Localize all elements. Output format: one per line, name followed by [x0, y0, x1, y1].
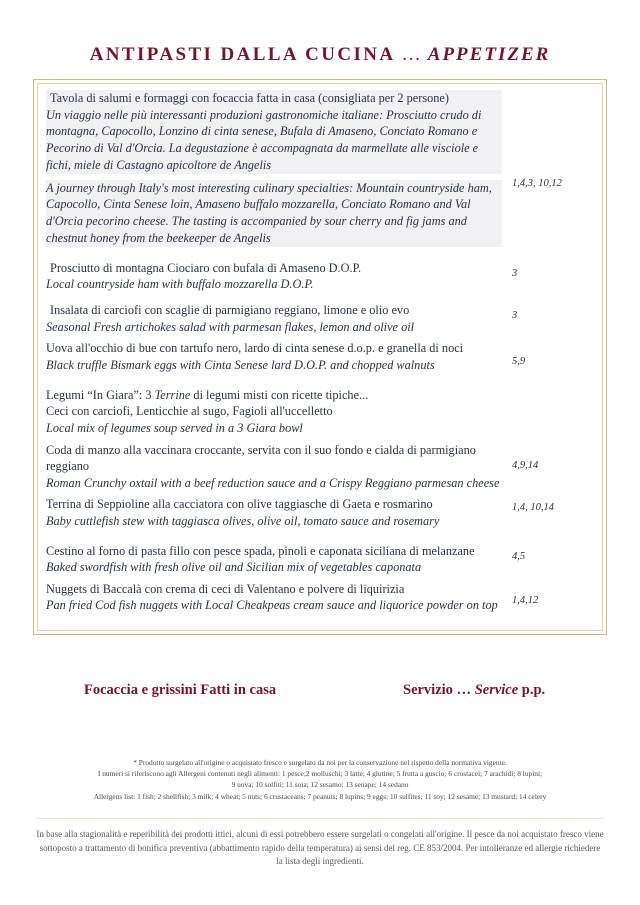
menu-item	[46, 90, 592, 247]
service-per-person: p.p.	[521, 682, 546, 698]
menu-item-allergens: 1,4, 10,14	[512, 502, 554, 514]
spacer	[46, 247, 592, 260]
legumi-prefix: Legumi “In Giara”: 3	[46, 387, 155, 402]
menu-item	[46, 260, 592, 293]
page-title-english: APPETIZER	[427, 44, 551, 65]
menu-item-allergens: 1,4,12	[512, 594, 539, 606]
allergen-numbers-it-2: 9 uova; 10 solfiti; 11 soia; 12 sesamo; 13 senape; 14 sedano	[231, 780, 409, 790]
page-title-separator: …	[401, 44, 421, 65]
menu-item	[46, 302, 592, 335]
service-separator: …	[456, 682, 472, 698]
menu-item	[46, 340, 592, 373]
menu-item	[46, 496, 592, 529]
menu-item-name-it: Tavola di salumi e formaggi con focaccia fatta in casa (consigliata per 2 persone)	[46, 90, 502, 107]
menu-item-desc-en: Local mix of legumes soup served in a 3 Giara bowl	[46, 420, 303, 435]
menu-item-desc-en: Roman Crunchy oxtail with a beef reduction sauce and a Crispy Reggiano parmesan cheese	[46, 475, 500, 490]
menu-item-allergens: 3	[512, 267, 518, 279]
menu-item-name-it: Prosciutto di montagna Ciociaro con bufala di Amaseno D.O.P.	[50, 260, 362, 275]
allergen-numbers-it-1: I numeri si riferiscono agli Allergeni contenuti negli alimenti: 1 pesce;2 molluschi; 3 latte; 4 glutine; 5 frutta a guscio; 6 crostacei; 7 arachidi; 8 lupini;	[97, 769, 543, 779]
menu-box	[33, 79, 607, 635]
spacer	[46, 293, 592, 302]
menu-item-allergens: 3	[512, 310, 518, 322]
menu-item-name-it: Insalata di carciofi con scaglie di parmigiano reggiano, limone e olio evo	[50, 303, 410, 318]
spacer	[46, 374, 592, 387]
menu-item-name-it: Coda di manzo alla vaccinara croccante, servita con il suo fondo e cialda di parmigiano reggiano	[46, 442, 476, 474]
menu-item-name-it: Cestino al forno di pasta fillo con pesce spada, pinoli e caponata siciliana di melanzane	[46, 543, 475, 558]
focaccia-label: Focaccia e grissini Fatti in casa	[84, 682, 277, 698]
menu-item-name-it-second: Ceci con carciofi, Lenticchie al sugo, Fagioli all'uccelletto	[46, 404, 333, 419]
legumi-emphasis: Terrine	[154, 387, 191, 402]
spacer	[46, 530, 592, 543]
menu-item-name-it	[46, 387, 502, 404]
service-label	[403, 682, 545, 699]
menu-item-desc-en: Seasonal Fresh artichokes salad with parmesan flakes, lemon and olive oil	[46, 319, 415, 334]
allergen-legend	[20, 757, 620, 802]
menu-item-desc-it: Un viaggio nelle più interessanti produzioni gastronomiche italiane: Prosciutto crudo di montagna, Capocollo, Lonzino di cinta senese, Bufala di Amaseno, Conciato Romano e Pecorino di Val d'Orcia. La degustazione è accompagnata da marmellate alle visciole e fichi, miele di Castagno apicoltore de Angelis	[46, 107, 502, 174]
menu-item-allergens: 4,9,14	[512, 459, 539, 471]
menu-item-desc-en: Black truffle Bismark eggs with Cinta Senese lard D.O.P. and chopped walnuts	[46, 357, 435, 372]
menu-item-desc-en: Local countryside ham with buffalo mozzarella D.O.P.	[46, 277, 314, 292]
menu-item-allergens: 4,5	[512, 550, 526, 562]
menu-item-desc-en: Pan fried Cod fish nuggets with Local Cheakpeas cream sauce and liquorice powder on top	[46, 598, 498, 613]
frozen-products-note: * Prodotto surgelato all'origine o acquistato fresco e surgelato da noi per la conservazione nel rispetto della normativa vigente.	[133, 758, 507, 767]
menu-item-allergens: 5,9	[512, 356, 526, 368]
menu-item-name-it: Terrina di Seppioline alla cacciatora con olive taggiasche di Gaeta e rosmarino	[46, 497, 433, 512]
page-title	[0, 0, 640, 66]
menu-item-desc-en: Baked swordfish with fresh olive oil and Sicilian mix of vegetables caponata	[46, 560, 422, 575]
service-label-en: Service	[474, 682, 519, 698]
legumi-suffix: di legumi misti con ricette tipiche...	[190, 387, 369, 402]
page-title-italian: ANTIPASTI DALLA CUCINA	[89, 44, 395, 65]
menu-item	[46, 387, 592, 437]
menu-box-inner	[37, 83, 603, 631]
menu-item	[46, 442, 592, 492]
menu-item-name-it: Uova all'occhio di bue con tartufo nero, lardo di cinta senese d.o.p. e granella di noci	[46, 341, 464, 356]
menu-item-desc-en: Baby cuttlefish stew with taggiasca olives, olive oil, tomato sauce and rosemary	[46, 513, 440, 528]
seasonality-disclaimer: In base alla stagionalità e reperibilità dei prodotti ittici, alcuni di essi potrebbero essere surgelati o congelati all'origine. Il pesce da noi acquistato fresco viene sottoposto a trattamento di bonifica preventiva (abbattimento rapido della temperatura) ai sensi del reg. CE 853/2004. Per intolleranze ed allergie richiedere la lista degli ingredienti.	[36, 829, 604, 866]
menu-item-desc-en: A journey through Italy's most interesting culinary specialties: Mountain countryside ham, Capocollo, Cinta Senese loin, Amaseno buffalo mozzarella, Conciato Romano and Val d'Orcia pecorino cheese. The tasting is accompanied by sour cherry and fig jams and chestnut honey from the beekeeper de Angelis	[46, 180, 502, 247]
allergen-numbers-en: Allergens list: 1 fish; 2 shellfish; 3 milk; 4 wheat; 5 nuts; 6 crustaceans; 7 peanuts; 8 lupins; 9 eggs; 10 sulfites; 11 soy; 12 sesame; 13 mustard; 14 celery	[93, 791, 547, 801]
menu-item	[46, 581, 592, 614]
service-label-it: Servizio	[403, 682, 453, 698]
footer-divider	[36, 818, 604, 819]
menu-item-name-it: Nuggets di Baccalà con crema di ceci di Valentano e polvere di liquirizia	[46, 581, 405, 596]
menu-item-allergens: 1,4,3, 10,12	[512, 178, 562, 189]
menu-item	[46, 543, 592, 576]
